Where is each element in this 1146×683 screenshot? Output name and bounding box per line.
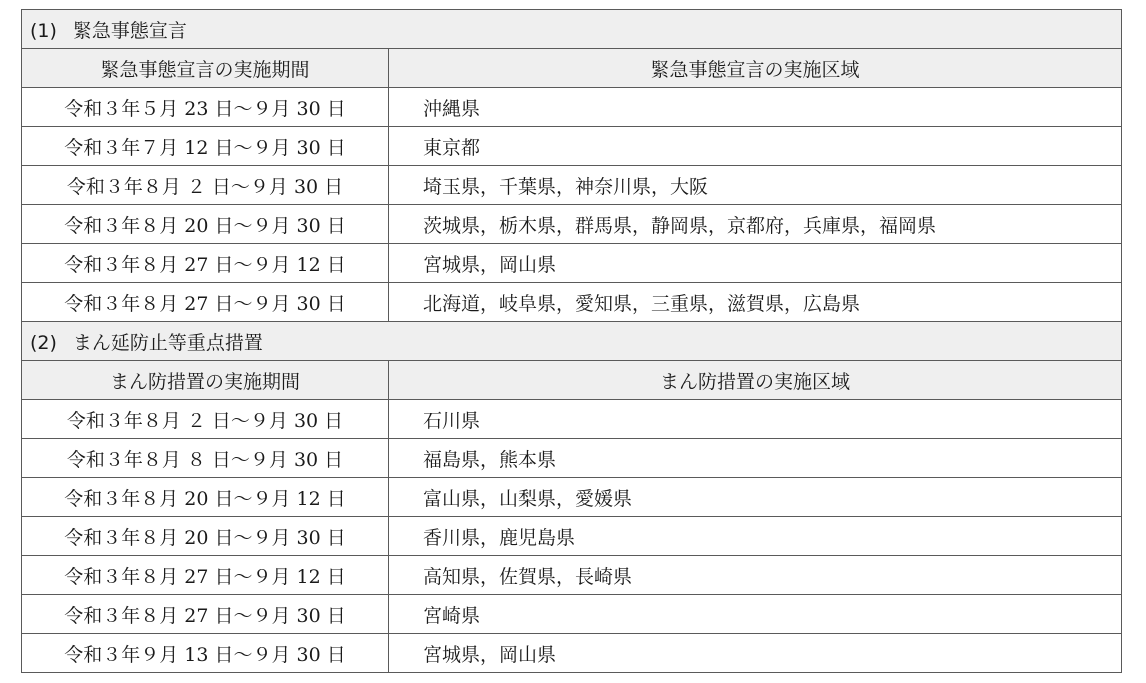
section-2-area-header: まん防措置の実施区域 — [389, 361, 1122, 400]
table-row — [22, 127, 1122, 166]
measures-table — [21, 9, 1122, 673]
period-cell: 令和３年８月 27 日～９月 30 日 — [22, 283, 389, 322]
section-1-period-header: 緊急事態宣言の実施期間 — [22, 49, 389, 88]
table-row — [22, 205, 1122, 244]
measures-table-container — [21, 9, 1121, 673]
area-cell: 富山県，山梨県，愛媛県 — [389, 478, 1122, 517]
section-1-title-row — [22, 10, 1122, 49]
area-cell: 福島県，熊本県 — [389, 439, 1122, 478]
area-cell: 香川県，鹿児島県 — [389, 517, 1122, 556]
section-2-period-header: まん防措置の実施期間 — [22, 361, 389, 400]
period-cell: 令和３年８月 ２ 日～９月 30 日 — [22, 400, 389, 439]
table-row — [22, 595, 1122, 634]
table-row — [22, 166, 1122, 205]
area-cell: 宮城県，岡山県 — [389, 244, 1122, 283]
area-cell: 宮城県，岡山県 — [389, 634, 1122, 673]
period-cell: 令和３年８月 27 日～９月 12 日 — [22, 556, 389, 595]
table-row — [22, 556, 1122, 595]
period-cell: 令和３年８月 ８ 日～９月 30 日 — [22, 439, 389, 478]
section-2-title-row — [22, 322, 1122, 361]
period-cell: 令和３年８月 20 日～９月 12 日 — [22, 478, 389, 517]
area-cell: 北海道，岐阜県，愛知県，三重県，滋賀県，広島県 — [389, 283, 1122, 322]
table-row — [22, 517, 1122, 556]
period-cell: 令和３年９月 13 日～９月 30 日 — [22, 634, 389, 673]
area-cell: 高知県，佐賀県，長崎県 — [389, 556, 1122, 595]
area-cell: 東京都 — [389, 127, 1122, 166]
period-cell: 令和３年５月 23 日～９月 30 日 — [22, 88, 389, 127]
measures-table-body — [22, 10, 1122, 673]
area-cell: 石川県 — [389, 400, 1122, 439]
table-row — [22, 634, 1122, 673]
section-1-area-header: 緊急事態宣言の実施区域 — [389, 49, 1122, 88]
area-cell: 埼玉県，千葉県，神奈川県，大阪 — [389, 166, 1122, 205]
table-row — [22, 439, 1122, 478]
section-1-title-cell — [22, 10, 1122, 49]
period-cell: 令和３年８月 20 日～９月 30 日 — [22, 517, 389, 556]
section-1-title: 緊急事態宣言 — [72, 19, 187, 42]
table-row — [22, 244, 1122, 283]
section-1-number: (1) — [30, 19, 57, 42]
area-cell: 沖縄県 — [389, 88, 1122, 127]
section-2-title-cell — [22, 322, 1122, 361]
table-row — [22, 478, 1122, 517]
period-cell: 令和３年８月 ２ 日～９月 30 日 — [22, 166, 389, 205]
period-cell: 令和３年７月 12 日～９月 30 日 — [22, 127, 389, 166]
section-1-header-row — [22, 49, 1122, 88]
period-cell: 令和３年８月 20 日～９月 30 日 — [22, 205, 389, 244]
table-row — [22, 283, 1122, 322]
area-cell: 茨城県，栃木県，群馬県，静岡県，京都府，兵庫県，福岡県 — [389, 205, 1122, 244]
area-cell: 宮崎県 — [389, 595, 1122, 634]
period-cell: 令和３年８月 27 日～９月 12 日 — [22, 244, 389, 283]
table-row — [22, 88, 1122, 127]
section-2-header-row — [22, 361, 1122, 400]
table-row — [22, 400, 1122, 439]
section-2-number: (2) — [30, 331, 57, 354]
section-2-title: まん延防止等重点措置 — [72, 331, 263, 354]
period-cell: 令和３年８月 27 日～９月 30 日 — [22, 595, 389, 634]
